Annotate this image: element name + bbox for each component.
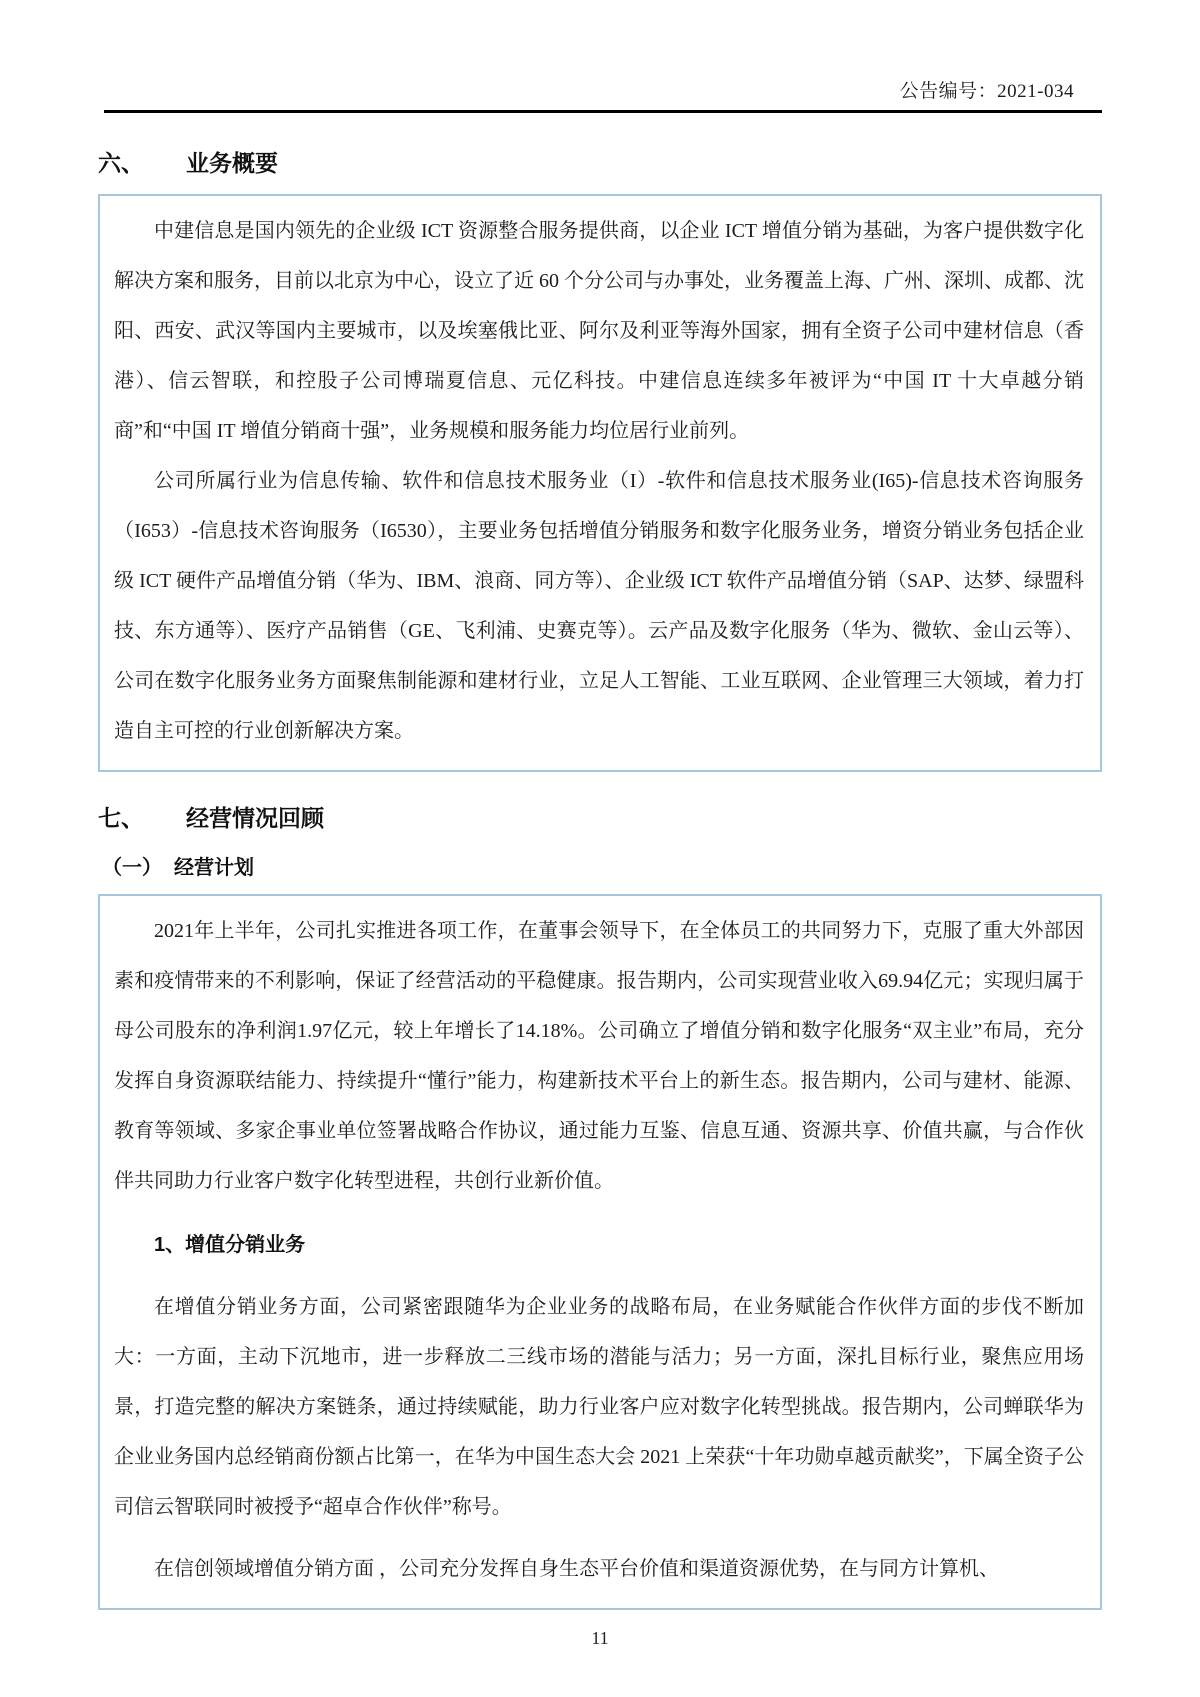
paragraph: 中建信息是国内领先的企业级 ICT 资源整合服务提供商，以企业 ICT 增值分销为基础，为客户提供数字化解决方案和服务，目前以北京为中心，设立了近 60 个分公司与办事处，业务覆盖上海、广州、深圳、成都、沈阳、西安、武汉等国内主要城市，以及埃塞俄比亚、阿尔及利亚等海外国家，拥有全资子公司中建材信息（香港）、信云智联，和控股子公司博瑞夏信息、元亿科技。中建信息连续多年被评为“中国 IT 十大卓越分销商”和“中国 IT 增值分销商十强”，业务规模和服务能力均位居行业前列。 [114, 220, 1084, 442]
section-heading-business-overview [98, 145, 1102, 178]
paragraph: 在增值分销业务方面，公司紧密跟随华为企业业务的战略布局，在业务赋能合作伙伴方面的步伐不断加大：一方面，主动下沉地市，进一步释放二三线市场的潜能与活力；另一方面，深扎目标行业，聚焦应用场景，打造完整的解决方案链条，通过持续赋能，助力行业客户应对数字化转型挑战。报告期内，公司蝉联华为企业业务国内总经销商份额占比第一，在华为中国生态大会 2021 上荣获“十年功勋卓越贡献奖”，下属全资子公司信云智联同时被授予“超卓合作伙伴”称号。 [114, 1296, 1084, 1518]
subheading-value-added-distribution: 1、增值分销业务 [154, 1234, 306, 1256]
business-overview-box [98, 194, 1102, 772]
section-title: 经营情况回顾 [186, 805, 324, 831]
subsection-heading-operating-plan [98, 851, 1102, 880]
subsection-number: （一） [102, 857, 162, 879]
paragraph: 公司所属行业为信息传输、软件和信息技术服务业（I）-软件和信息技术服务业(I65)-信息技术咨询服务（I653）-信息技术咨询服务（I6530），主要业务包括增值分销服务和数字化服务业务，增资分销业务包括企业级 ICT 硬件产品增值分销（华为、IBM、浪商、同方等）、企业级 ICT 软件产品增值分销（SAP、达梦、绿盟科技、东方通等）、医疗产品销售（GE、飞利浦、史赛克等）。云产品及数字化服务（华为、微软、金山云等）、公司在数字化服务业务方面聚焦制能源和建材行业，立足人工智能、工业互联网、企业管理三大领域，着力打造自主可控的行业创新解决方案。 [114, 470, 1084, 742]
section-number: 七、 [98, 805, 144, 831]
section-title: 业务概要 [186, 150, 278, 176]
section-number: 六、 [98, 150, 144, 176]
operating-plan-box [98, 894, 1102, 1610]
paragraph: 2021年上半年，公司扎实推进各项工作，在董事会领导下，在全体员工的共同努力下，克服了重大外部因素和疫情带来的不利影响，保证了经营活动的平稳健康。报告期内，公司实现营业收入69.94亿元；实现归属于母公司股东的净利润1.97亿元，较上年增长了14.18%。公司确立了增值分销和数字化服务“双主业”布局，充分发挥自身资源联结能力、持续提升“懂行”能力，构建新技术平台上的新生态。报告期内，公司与建材、能源、教育等领域、多家企事业单位签署战略合作协议，通过能力互鉴、信息互通、资源共享、价值共赢，与合作伙伴共同助力行业客户数字化转型进程，共创行业新价值。 [114, 920, 1084, 1192]
paragraph: 在信创领域增值分销方面 ，公司充分发挥自身生态平台价值和渠道资源优势，在与同方计算机、 [154, 1558, 999, 1580]
page-number: 11 [591, 1628, 609, 1648]
header-divider [104, 110, 1102, 113]
subsection-title: 经营计划 [174, 857, 254, 879]
section-heading-operations-review [98, 800, 1102, 833]
announcement-number: 公告编号：2021-034 [899, 81, 1074, 102]
